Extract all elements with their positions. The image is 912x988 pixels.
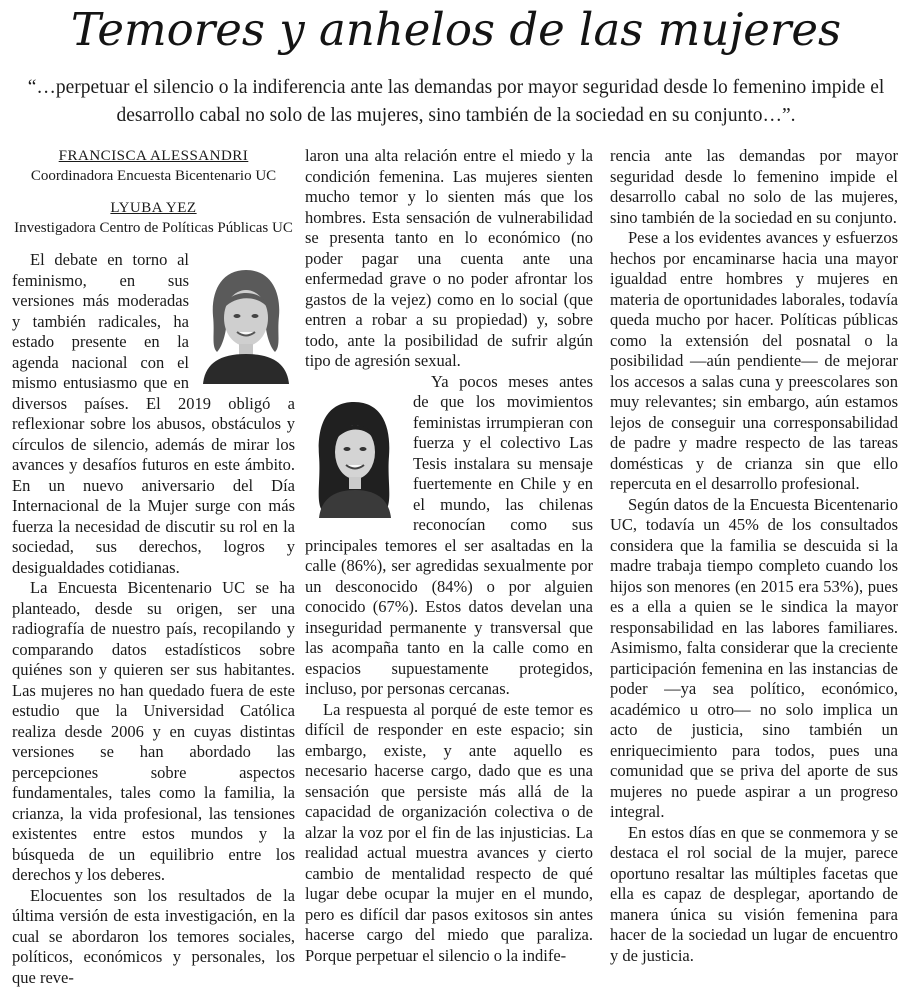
body-paragraph: En estos días en que se conmemora y se destaca el rol social de la mujer, parece oportuno resaltar las múltiples facetas que ella es capaz de desplegar, aportando de manera única su visión femenina para hacer de la sociedad un lugar de encuentro y de justicia.: [610, 823, 898, 967]
article-title: Temores y anhelos de las mujeres: [0, 2, 912, 58]
body-paragraph: Pese a los evidentes avances y esfuerzos hechos por encaminarse hacia una mayor igualdad entre hombres y mujeres en materia de oportunidades laborales, todavía queda mucho por hacer. Políticas públicas como la extensión del posnatal o la posibilidad —aún pendiente— de mejorar los accesos a salas cuna y preescolares son muy relevantes; sin embargo, aún estamos lejos de conseguir una corresponsabilidad de padre y madre respecto de las tareas domésticas y de crianza sin que ello repercuta en el desarrollo profesional.: [610, 228, 898, 495]
column-1: [12, 146, 295, 988]
column-3: [610, 146, 898, 966]
author-name: FRANCISCA ALESSANDRI: [12, 146, 295, 166]
author-name: LYUBA YEZ: [12, 198, 295, 218]
woman-portrait-icon: [197, 260, 295, 384]
pull-quote: “…perpetuar el silencio o la indiferencia ante las demandas por mayor seguridad desde lo femenino impide el desarrollo cabal no solo de las mujeres, sino también de la sociedad en su conjunto…”.: [16, 74, 896, 130]
body-paragraph: Elocuentes son los resultados de la última versión de esta investigación, en la cual se abordaron los temores sociales, políticos, económicos y personales, los que reve-: [12, 886, 295, 988]
body-paragraph: La Encuesta Bicentenario UC se ha planteado, desde su origen, ser una radiografía de nuestro país, recopilando y comparando datos estadísticos sobre quiénes son y quieren ser sus habitantes. Las mujeres no han quedado fuera de este estudio que la Universidad Católica realiza desde 2006 y en cuyas distintas versiones se han abordado las percepciones sobre aspectos fundamentales, tales como la familia, la crianza, la vida profesional, las tensiones existentes entre estos mundos y la búsqueda de un equilibrio entre los derechos y los deberes.: [12, 578, 295, 886]
body-paragraph: El debate en torno al feminismo, en sus versiones más moderadas y también radicales, ha estado presente en la agenda nacional con el mismo entusiasmo que en diversos países. El 2019 obligó a reflexionar sobre los abusos, obstáculos y círculos de silencio, además de mirar los avances y desafíos futuros en este ámbito. En un nuevo aniversario del Día Internacional de la Mujer surge con más fuerza la necesidad de discutir su rol en la sociedad, sus derechos, logros y desigualdades cotidianas.: [12, 250, 295, 578]
body-paragraph: Según datos de la Encuesta Bicentenario UC, todavía un 45% de los consultados considera que la familia se descuida si la madre trabaja tiempo completo cuando los hijos son menores (en 2015 era 53%), pues es a ella a quien se le sindica la mayor responsabilidad en las labores familiares. Asimismo, falta considerar que la creciente participación femenina en las instancias de poder —ya sea político, económico, académico u otro— no solo implica un acto de justicia, sino también un enriquecimiento para todos, pues una comunidad que se priva del aporte de sus mujeres no puede aspirar a un progreso integral.: [610, 495, 898, 823]
column-2: [305, 146, 593, 966]
author-photo-2: [305, 394, 403, 518]
author-role: Investigadora Centro de Políticas Públicas UC: [12, 218, 295, 238]
author-role: Coordinadora Encuesta Bicentenario UC: [12, 166, 295, 186]
woman-portrait-icon: [305, 394, 403, 518]
body-paragraph-continued: rencia ante las demandas por mayor seguridad desde lo femenino impide el desarrollo cabal no solo de las mujeres, sino también de la sociedad en su conjunto.: [610, 146, 898, 228]
body-paragraph-continued: laron una alta relación entre el miedo y la condición femenina. Las mujeres sienten mucho temor y lo sienten más que los hombres. Esta sensación de vulnerabilidad se presenta tanto en lo económico (no poder pagar una cuenta ante una enfermedad grave o no poder afrontar los gastos de la vejez) como en lo social (que entren a robar a su propiedad) y, sobre todo, ante la posibilidad de sufrir algún tipo de agresión sexual.: [305, 146, 593, 372]
body-paragraph: La respuesta al porqué de este temor es difícil de responder en este espacio; sin embargo, existe, y ante aquello es necesario hacerse cargo, dado que es una sensación que persiste más allá de la capacidad de organización colectiva o de alzar la voz por el fin de las injusticias. La realidad actual muestra avances y cierto cambio de mentalidad respecto de qué lugar debe ocupar la mujer en el mundo, pero es difícil dar pasos exitosos sin antes hacerse cargo del miedo que paraliza. Porque perpetuar el silencio o la indife-: [305, 700, 593, 967]
author-photo-1: [197, 260, 295, 384]
body-paragraph: Ya pocos meses antes de que los movimientos feministas irrumpieran con fuerza y el colectivo Las Tesis instalara su mensaje fuertemente en Chile y en el mundo, las chilenas reconocían como sus principales temores el ser asaltadas en la calle (86%), ser agredidas sexualmente por un desconocido (84%) o por alguien conocido (67%). Estos datos develan una inseguridad permanente y transversal que las acompaña tanto en la calle como en espacios supuestamente protegidos, incluso, por personas cercanas.: [305, 372, 593, 700]
